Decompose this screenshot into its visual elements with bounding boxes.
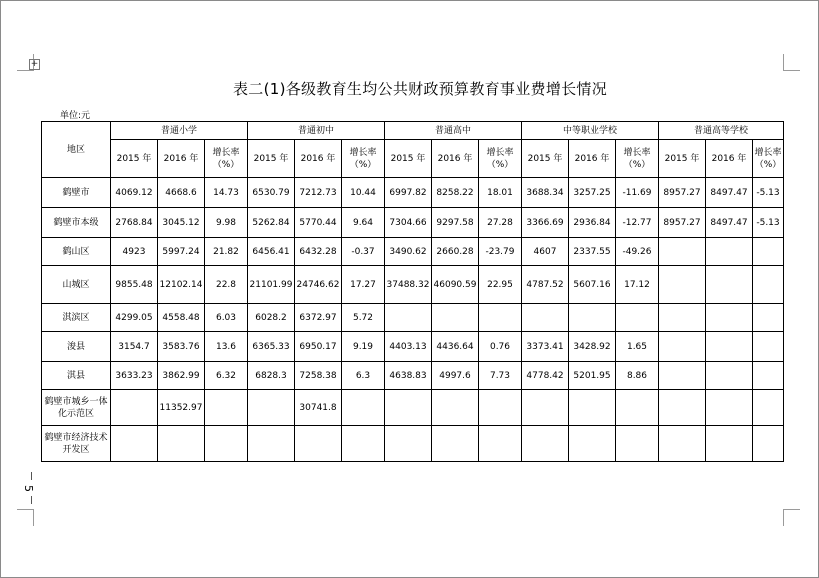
value-cell: 22.95 <box>479 266 522 304</box>
value-cell <box>432 390 479 426</box>
unit-label: 单位:元 <box>60 111 91 121</box>
year-2015-header: 2015 年 <box>248 140 295 178</box>
value-cell: 27.28 <box>479 208 522 238</box>
value-cell <box>706 390 753 426</box>
value-cell <box>753 304 784 332</box>
value-cell: 4436.64 <box>432 332 479 362</box>
value-cell: 2768.84 <box>111 208 158 238</box>
value-cell <box>616 426 659 462</box>
region-cell: 鹤壁市本级 <box>42 208 111 238</box>
value-cell: 6.32 <box>205 362 248 390</box>
value-cell: 30741.8 <box>295 390 342 426</box>
value-cell <box>706 266 753 304</box>
value-cell <box>569 426 616 462</box>
value-cell <box>111 390 158 426</box>
value-cell: 3583.76 <box>158 332 205 362</box>
value-cell: 2936.84 <box>569 208 616 238</box>
value-cell: 8957.27 <box>659 178 706 208</box>
table-row <box>42 332 784 362</box>
group-header: 普通高中 <box>385 122 522 140</box>
value-cell: 3045.12 <box>158 208 205 238</box>
value-cell: 6.3 <box>342 362 385 390</box>
value-cell: 21.82 <box>205 238 248 266</box>
value-cell: -11.69 <box>616 178 659 208</box>
value-cell: 6.03 <box>205 304 248 332</box>
value-cell: 9297.58 <box>432 208 479 238</box>
data-table <box>41 121 784 462</box>
table-title: 表二(1)各级教育生均公共财政预算教育事业费增长情况 <box>232 80 608 98</box>
value-cell: 6530.79 <box>248 178 295 208</box>
value-cell <box>659 266 706 304</box>
value-cell: 17.27 <box>342 266 385 304</box>
value-cell <box>753 426 784 462</box>
value-cell: 2337.55 <box>569 238 616 266</box>
value-cell: 4069.12 <box>111 178 158 208</box>
value-cell <box>295 426 342 462</box>
value-cell <box>753 238 784 266</box>
value-cell <box>753 332 784 362</box>
value-cell <box>706 426 753 462</box>
region-cell: 鹤山区 <box>42 238 111 266</box>
value-cell: 9.19 <box>342 332 385 362</box>
value-cell: -49.26 <box>616 238 659 266</box>
value-cell: 6372.97 <box>295 304 342 332</box>
value-cell: 6997.82 <box>385 178 432 208</box>
region-cell: 鹤壁市城乡一体化示范区 <box>42 390 111 426</box>
value-cell <box>706 332 753 362</box>
value-cell: 0.76 <box>479 332 522 362</box>
value-cell: 6432.28 <box>295 238 342 266</box>
growth-rate-header: 增长率（%） <box>616 140 659 178</box>
value-cell: 6456.41 <box>248 238 295 266</box>
value-cell <box>706 238 753 266</box>
value-cell <box>111 426 158 462</box>
growth-rate-header: 增长率（%） <box>342 140 385 178</box>
value-cell <box>706 304 753 332</box>
value-cell: -5.13 <box>753 208 784 238</box>
value-cell: 46090.59 <box>432 266 479 304</box>
value-cell <box>659 304 706 332</box>
value-cell: 4403.13 <box>385 332 432 362</box>
margin-mark-bottom-right <box>783 509 800 526</box>
value-cell: 6950.17 <box>295 332 342 362</box>
value-cell: 3257.25 <box>569 178 616 208</box>
value-cell: 5997.24 <box>158 238 205 266</box>
value-cell <box>522 426 569 462</box>
value-cell <box>616 390 659 426</box>
value-cell <box>569 390 616 426</box>
region-cell: 山城区 <box>42 266 111 304</box>
table-move-handle-icon[interactable]: + <box>30 59 39 69</box>
value-cell: 6365.33 <box>248 332 295 362</box>
value-cell <box>248 390 295 426</box>
value-cell: 8258.22 <box>432 178 479 208</box>
value-cell <box>659 362 706 390</box>
value-cell: 3633.23 <box>111 362 158 390</box>
value-cell: 2660.28 <box>432 238 479 266</box>
value-cell: 8.86 <box>616 362 659 390</box>
value-cell: 8497.47 <box>706 178 753 208</box>
value-cell: 4923 <box>111 238 158 266</box>
group-header: 普通高等学校 <box>659 122 784 140</box>
value-cell <box>479 304 522 332</box>
value-cell <box>753 390 784 426</box>
margin-mark-bottom-left <box>17 509 34 526</box>
value-cell: 4299.05 <box>111 304 158 332</box>
region-cell: 鹤壁市经济技术开发区 <box>42 426 111 462</box>
value-cell <box>616 304 659 332</box>
value-cell: 7304.66 <box>385 208 432 238</box>
page-number-rule-top <box>31 472 32 480</box>
value-cell: 4638.83 <box>385 362 432 390</box>
value-cell <box>432 304 479 332</box>
value-cell: -12.77 <box>616 208 659 238</box>
value-cell <box>385 304 432 332</box>
subheader-row <box>42 140 784 178</box>
value-cell <box>753 362 784 390</box>
value-cell: -23.79 <box>479 238 522 266</box>
region-cell: 鹤壁市 <box>42 178 111 208</box>
value-cell: 6828.3 <box>248 362 295 390</box>
region-header: 地区 <box>42 122 111 178</box>
value-cell <box>205 390 248 426</box>
value-cell: -5.13 <box>753 178 784 208</box>
value-cell: 5201.95 <box>569 362 616 390</box>
value-cell: 7258.38 <box>295 362 342 390</box>
value-cell <box>659 390 706 426</box>
value-cell <box>248 426 295 462</box>
value-cell: 18.01 <box>479 178 522 208</box>
value-cell: 13.6 <box>205 332 248 362</box>
table-row <box>42 178 784 208</box>
value-cell: 12102.14 <box>158 266 205 304</box>
value-cell: 5262.84 <box>248 208 295 238</box>
margin-mark-top-right <box>783 54 800 71</box>
year-2015-header: 2015 年 <box>111 140 158 178</box>
year-2016-header: 2016 年 <box>158 140 205 178</box>
value-cell: 9.64 <box>342 208 385 238</box>
value-cell: 3688.34 <box>522 178 569 208</box>
table-row <box>42 238 784 266</box>
value-cell: 5.72 <box>342 304 385 332</box>
page-number-rule-bottom <box>31 496 32 504</box>
group-header: 普通小学 <box>111 122 248 140</box>
value-cell: 8497.47 <box>706 208 753 238</box>
value-cell: 4997.6 <box>432 362 479 390</box>
table-row <box>42 390 784 426</box>
value-cell <box>659 238 706 266</box>
value-cell <box>522 304 569 332</box>
value-cell: 5607.16 <box>569 266 616 304</box>
value-cell <box>753 266 784 304</box>
group-header: 普通初中 <box>248 122 385 140</box>
value-cell <box>479 426 522 462</box>
value-cell: 3154.7 <box>111 332 158 362</box>
value-cell: 1.65 <box>616 332 659 362</box>
value-cell: 9.98 <box>205 208 248 238</box>
value-cell <box>479 390 522 426</box>
value-cell: 4607 <box>522 238 569 266</box>
value-cell <box>569 304 616 332</box>
value-cell: 9855.48 <box>111 266 158 304</box>
value-cell <box>385 390 432 426</box>
value-cell <box>432 426 479 462</box>
value-cell: 6028.2 <box>248 304 295 332</box>
value-cell: 7212.73 <box>295 178 342 208</box>
value-cell: 3373.41 <box>522 332 569 362</box>
value-cell: 17.12 <box>616 266 659 304</box>
growth-rate-header: 增长率（%） <box>205 140 248 178</box>
year-2015-header: 2015 年 <box>385 140 432 178</box>
growth-rate-header: 增长率（%） <box>753 140 784 178</box>
year-2016-header: 2016 年 <box>295 140 342 178</box>
value-cell: 4558.48 <box>158 304 205 332</box>
value-cell: 4778.42 <box>522 362 569 390</box>
value-cell <box>205 426 248 462</box>
value-cell <box>385 426 432 462</box>
value-cell <box>706 362 753 390</box>
table-row <box>42 208 784 238</box>
value-cell <box>342 390 385 426</box>
value-cell: 10.44 <box>342 178 385 208</box>
value-cell: 5770.44 <box>295 208 342 238</box>
region-cell: 淇县 <box>42 362 111 390</box>
value-cell: 3366.69 <box>522 208 569 238</box>
value-cell <box>522 390 569 426</box>
value-cell <box>342 426 385 462</box>
value-cell: 14.73 <box>205 178 248 208</box>
value-cell: -0.37 <box>342 238 385 266</box>
value-cell: 37488.32 <box>385 266 432 304</box>
group-header: 中等职业学校 <box>522 122 659 140</box>
value-cell: 7.73 <box>479 362 522 390</box>
growth-rate-header: 增长率（%） <box>479 140 522 178</box>
year-2016-header: 2016 年 <box>569 140 616 178</box>
value-cell: 24746.62 <box>295 266 342 304</box>
value-cell <box>659 332 706 362</box>
value-cell: 4668.6 <box>158 178 205 208</box>
year-2015-header: 2015 年 <box>659 140 706 178</box>
value-cell: 11352.97 <box>158 390 205 426</box>
value-cell: 22.8 <box>205 266 248 304</box>
value-cell: 3428.92 <box>569 332 616 362</box>
value-cell: 21101.99 <box>248 266 295 304</box>
value-cell: 3862.99 <box>158 362 205 390</box>
year-2016-header: 2016 年 <box>432 140 479 178</box>
region-cell: 浚县 <box>42 332 111 362</box>
table-row <box>42 304 784 332</box>
year-2016-header: 2016 年 <box>706 140 753 178</box>
region-cell: 淇滨区 <box>42 304 111 332</box>
value-cell <box>158 426 205 462</box>
value-cell <box>659 426 706 462</box>
value-cell: 3490.62 <box>385 238 432 266</box>
table-row <box>42 362 784 390</box>
year-2015-header: 2015 年 <box>522 140 569 178</box>
table-row <box>42 266 784 304</box>
table-row <box>42 426 784 462</box>
page-number: 5 <box>22 485 35 492</box>
value-cell: 4787.52 <box>522 266 569 304</box>
value-cell: 8957.27 <box>659 208 706 238</box>
